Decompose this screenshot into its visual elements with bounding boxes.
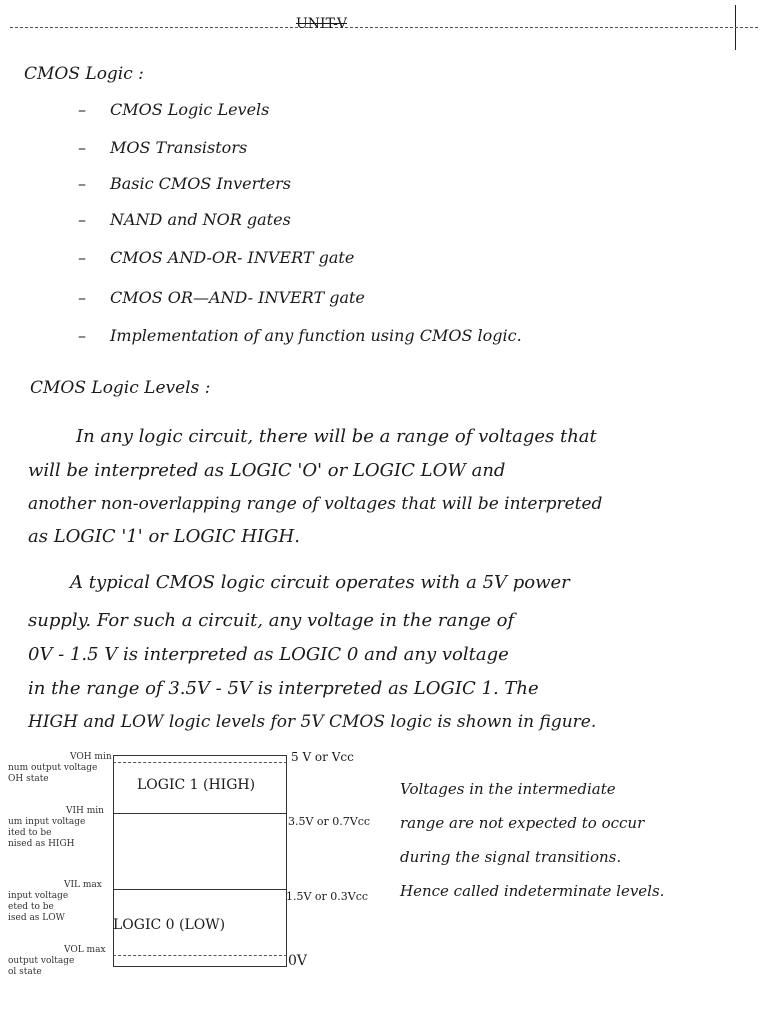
- label-5v: 5 V or Vcc: [291, 750, 354, 764]
- list-item: CMOS AND-OR- INVERT gate: [110, 248, 355, 267]
- list-bullet: –: [78, 174, 86, 193]
- list-item: CMOS Logic Levels: [110, 100, 270, 119]
- vih-desc: ited to be: [8, 828, 52, 838]
- list-item: Basic CMOS Inverters: [110, 174, 291, 193]
- paragraph-line: A typical CMOS logic circuit operates with a 5V power: [70, 572, 570, 593]
- vil-desc: ised as LOW: [8, 913, 65, 923]
- paragraph-line: as LOGIC '1' or LOGIC HIGH.: [28, 526, 300, 547]
- list-bullet: –: [78, 210, 86, 229]
- list-bullet: –: [78, 100, 86, 119]
- voh-line: [113, 762, 287, 763]
- vih-desc: um input voltage: [8, 817, 86, 827]
- vil-desc: eted to be: [8, 902, 54, 912]
- note-line: during the signal transitions.: [400, 848, 622, 866]
- vil-desc: input voltage: [8, 891, 69, 901]
- voh-desc: OH state: [8, 774, 49, 784]
- paragraph-line: in the range of 3.5V - 5V is interpreted as LOGIC 1. The: [28, 678, 539, 699]
- list-item: NAND and NOR gates: [110, 210, 291, 229]
- vih-min-label: [8, 806, 104, 850]
- header-rule: [10, 27, 758, 28]
- label-0v: 0V: [288, 953, 308, 969]
- section-heading-cmos-logic: CMOS Logic :: [24, 64, 144, 84]
- list-bullet: –: [78, 288, 86, 307]
- logic-high-region: LOGIC 1 (HIGH): [137, 777, 256, 793]
- note-line: range are not expected to occur: [400, 814, 645, 832]
- vih-line: [113, 813, 287, 814]
- paragraph-line: In any logic circuit, there will be a range of voltages that: [76, 426, 597, 447]
- vih-symbol: VIH min: [66, 806, 104, 816]
- vol-desc: output voltage: [8, 956, 75, 966]
- list-bullet: –: [78, 248, 86, 267]
- paragraph-line: will be interpreted as LOGIC 'O' or LOGIC LOW and: [28, 460, 506, 481]
- paragraph-line: supply. For such a circuit, any voltage in the range of: [28, 610, 515, 631]
- vil-line: [113, 889, 287, 890]
- note-line: Voltages in the intermediate: [400, 780, 616, 798]
- voh-min-label: [8, 752, 112, 785]
- list-item: MOS Transistors: [110, 138, 248, 157]
- label-1-5v: 1.5V or 0.3Vcc: [286, 890, 369, 903]
- logic-low-region: LOGIC 0 (LOW): [113, 917, 226, 933]
- paragraph-line: HIGH and LOW logic levels for 5V CMOS logic is shown in figure.: [28, 712, 597, 732]
- voh-symbol: VOH min: [70, 752, 112, 762]
- unit-title: UNIT-V: [296, 16, 347, 32]
- vol-symbol: VOL max: [64, 945, 106, 955]
- vih-desc: nised as HIGH: [8, 839, 75, 849]
- voh-desc: num output voltage: [8, 763, 98, 773]
- note-line: Hence called indeterminate levels.: [400, 882, 665, 900]
- vil-max-label: [8, 880, 102, 924]
- list-bullet: –: [78, 138, 86, 157]
- list-item: CMOS OR—AND- INVERT gate: [110, 288, 365, 307]
- label-3-5v: 3.5V or 0.7Vcc: [288, 815, 371, 828]
- section-heading-logic-levels: CMOS Logic Levels :: [30, 378, 211, 398]
- vol-line: [113, 955, 287, 956]
- figure-note: [400, 772, 664, 908]
- list-item: Implementation of any function using CMOS logic.: [110, 326, 522, 345]
- paragraph-line: another non-overlapping range of voltages that will be interpreted: [28, 494, 603, 514]
- vil-symbol: VIL max: [64, 880, 102, 890]
- list-bullet: –: [78, 326, 86, 345]
- paragraph-line: 0V - 1.5 V is interpreted as LOGIC 0 and any voltage: [28, 644, 509, 665]
- vol-max-label: [8, 945, 106, 978]
- vol-desc: ol state: [8, 967, 42, 977]
